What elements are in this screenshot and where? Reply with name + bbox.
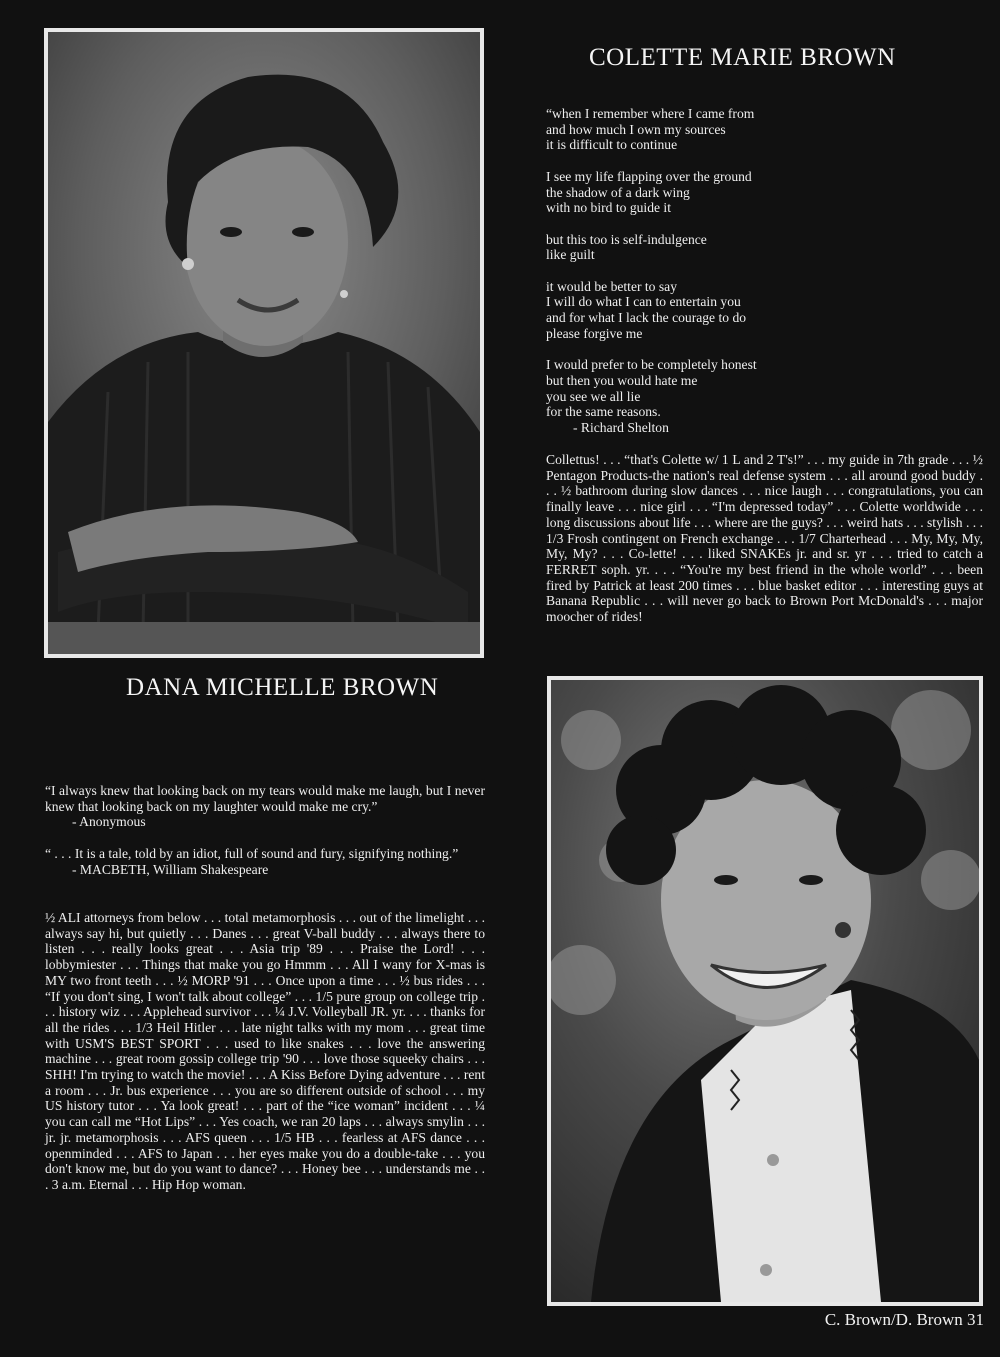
page-footer: C. Brown/D. Brown 31	[824, 1310, 984, 1329]
quotes-dana	[45, 783, 485, 877]
bio-text-colette: Collettus! . . . “that's Colette w/ 1 L and 2 T's!” . . . my guide in 7th grade . . . ½ Pentagon Products-the nation's real defense system . . . all around good buddy . . . ½ bathroom during slow dances . . . nice laugh . . . congratulations, you can finally leave . . . nice girl . . . “I'm depressed today” . . . Colette worldwide . . . long discussions about life . . . where are the guys? . . . weird hats . . . stylish . . . 1/3 Frosh contingent on French exchange . . . 1/7 Charterhead . . . My, My, My, My, My? . . . Co-lette! . . . liked SNAKEs jr. and sr. yr . . . tried to catch a FERRET soph. yr. . . . “You're my best friend in the whole world” . . . been fired by Patrick at least 200 times . . . blue basket editor . . . interesting guys at Banana Republic . . . will never go back to Brown Port McDonald's . . . major moocher of rides!	[546, 452, 983, 625]
portrait-photo-colette	[44, 28, 484, 658]
poem-stanza: I see my life flapping over the ground the shadow of a dark wing with no bird to guide it	[546, 168, 752, 216]
portrait-photo-dana	[547, 676, 983, 1306]
quote-attribution: - Anonymous	[72, 814, 146, 830]
quote-text: “ . . . It is a tale, told by an idiot, full of sound and fury, signifying nothing.”	[45, 845, 459, 861]
student-name-dana: DANA MICHELLE BROWN	[126, 674, 439, 701]
poem-stanza: it would be better to say I will do what I can to entertain you and for what I lack the courage to do please forgive me	[546, 278, 747, 341]
quote-attribution: - MACBETH, William Shakespeare	[72, 861, 269, 877]
poem-stanza: I would prefer to be completely honest but then you would hate me you see we all lie for the same reasons.	[546, 357, 757, 420]
quote-text: “I always knew that looking back on my tears would make me laugh, but I never knew that looking back on my laughter would make me cry.”	[45, 783, 485, 814]
student-name-colette: COLETTE MARIE BROWN	[589, 44, 896, 71]
poem-attribution: - Richard Shelton	[573, 420, 669, 435]
poem-quote-colette	[546, 106, 846, 436]
bio-text-dana: ½ ALI attorneys from below . . . total metamorphosis . . . out of the limelight . . . always say hi, but quietly . . . Danes . . . great V-ball buddy . . . always there to listen . . . really looks great . . . Asia trip '89 . . . Praise the Lord! . . . lobbymiester . . . Things that make you go Hmmm . . . All I wany for X-mas is MY two front teeth . . . ½ MORP '91 . . . Once upon a time . . . ½ bus rides . . . “If you don't sing, I won't talk about college” . . . 1/5 pure group on college trip . . . history wiz . . . Applehead survivor . . . ¼ J.V. Volleyball JR. yr. . . . thanks for all the rides . . . 1/3 Heil Hitler . . . late night talks with my mom . . . great time with USM'S BEST SPORT . . . used to like snakes . . . love the answering machine . . . great room gossip college trip '90 . . . love those squeeky chairs . . . SHH! I'm trying to watch the movie! . . . A Kiss Before Dying adventure . . . rent a room . . . Jr. bus experience . . . you are so different outside of school . . . my US history tutor . . . Ya look great! . . . part of the “ice woman” incident . . . ¼ you can call me “Hot Lips” . . . Yes coach, we ran 20 laps . . . always smylin . . . jr. jr. metamorphosis . . . AFS queen . . . 1/5 HB . . . fearless at AFS dance . . . openminded . . . AFS to Japan . . . her eyes make you do a double-take . . . you don't know me, but do you want to dance? . . . Honey bee . . . understands me . . . 3 a.m. Eternal . . . Hip Hop woman.	[45, 910, 485, 1192]
poem-stanza: “when I remember where I came from and how much I own my sources it is difficult to continue	[546, 106, 755, 153]
poem-stanza: but this too is self-indulgence like guilt	[546, 231, 707, 263]
